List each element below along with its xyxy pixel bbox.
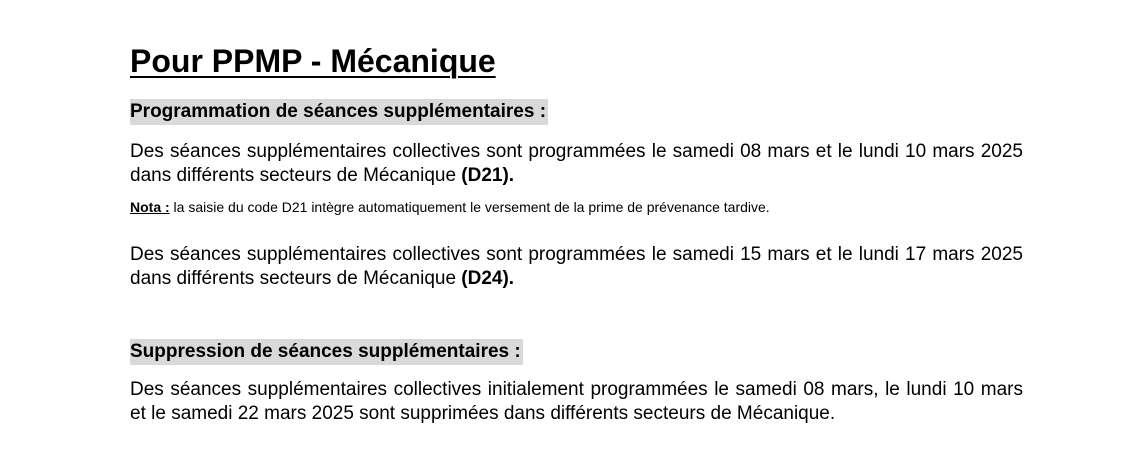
code-d24: (D24).	[461, 268, 515, 289]
note-line	[130, 198, 1023, 216]
paragraph-programmation-d21	[130, 140, 1023, 188]
paragraph-programmation-d24	[130, 243, 1023, 291]
page-title: Pour PPMP - Mécanique	[130, 43, 496, 79]
paragraph-text: Des séances supplémentaires collectives sont programmées le samedi 15 mars et le lundi 17 mars 2025 dans différents secteurs de Mécanique	[130, 244, 1023, 289]
paragraph-text: Des séances supplémentaires collectives sont programmées le samedi 08 mars et le lundi 10 mars 2025 dans différents secteurs de Mécanique	[130, 141, 1023, 186]
note-text: la saisie du code D21 intègre automatiquement le versement de la prime de prévenance tardive.	[169, 199, 770, 215]
code-d21: (D21).	[461, 165, 515, 186]
paragraph-suppression	[130, 378, 1023, 426]
section-heading-suppression: Suppression de séances supplémentaires :	[130, 339, 523, 365]
paragraph-text: Des séances supplémentaires collectives initialement programmées le samedi 08 mars, le lundi 10 mars et le samedi 22 mars 2025 sont supprimées dans différents secteurs de Mécanique.	[130, 379, 1023, 424]
note-label: Nota :	[130, 199, 170, 215]
section-heading-programmation: Programmation de séances supplémentaires :	[130, 99, 548, 125]
